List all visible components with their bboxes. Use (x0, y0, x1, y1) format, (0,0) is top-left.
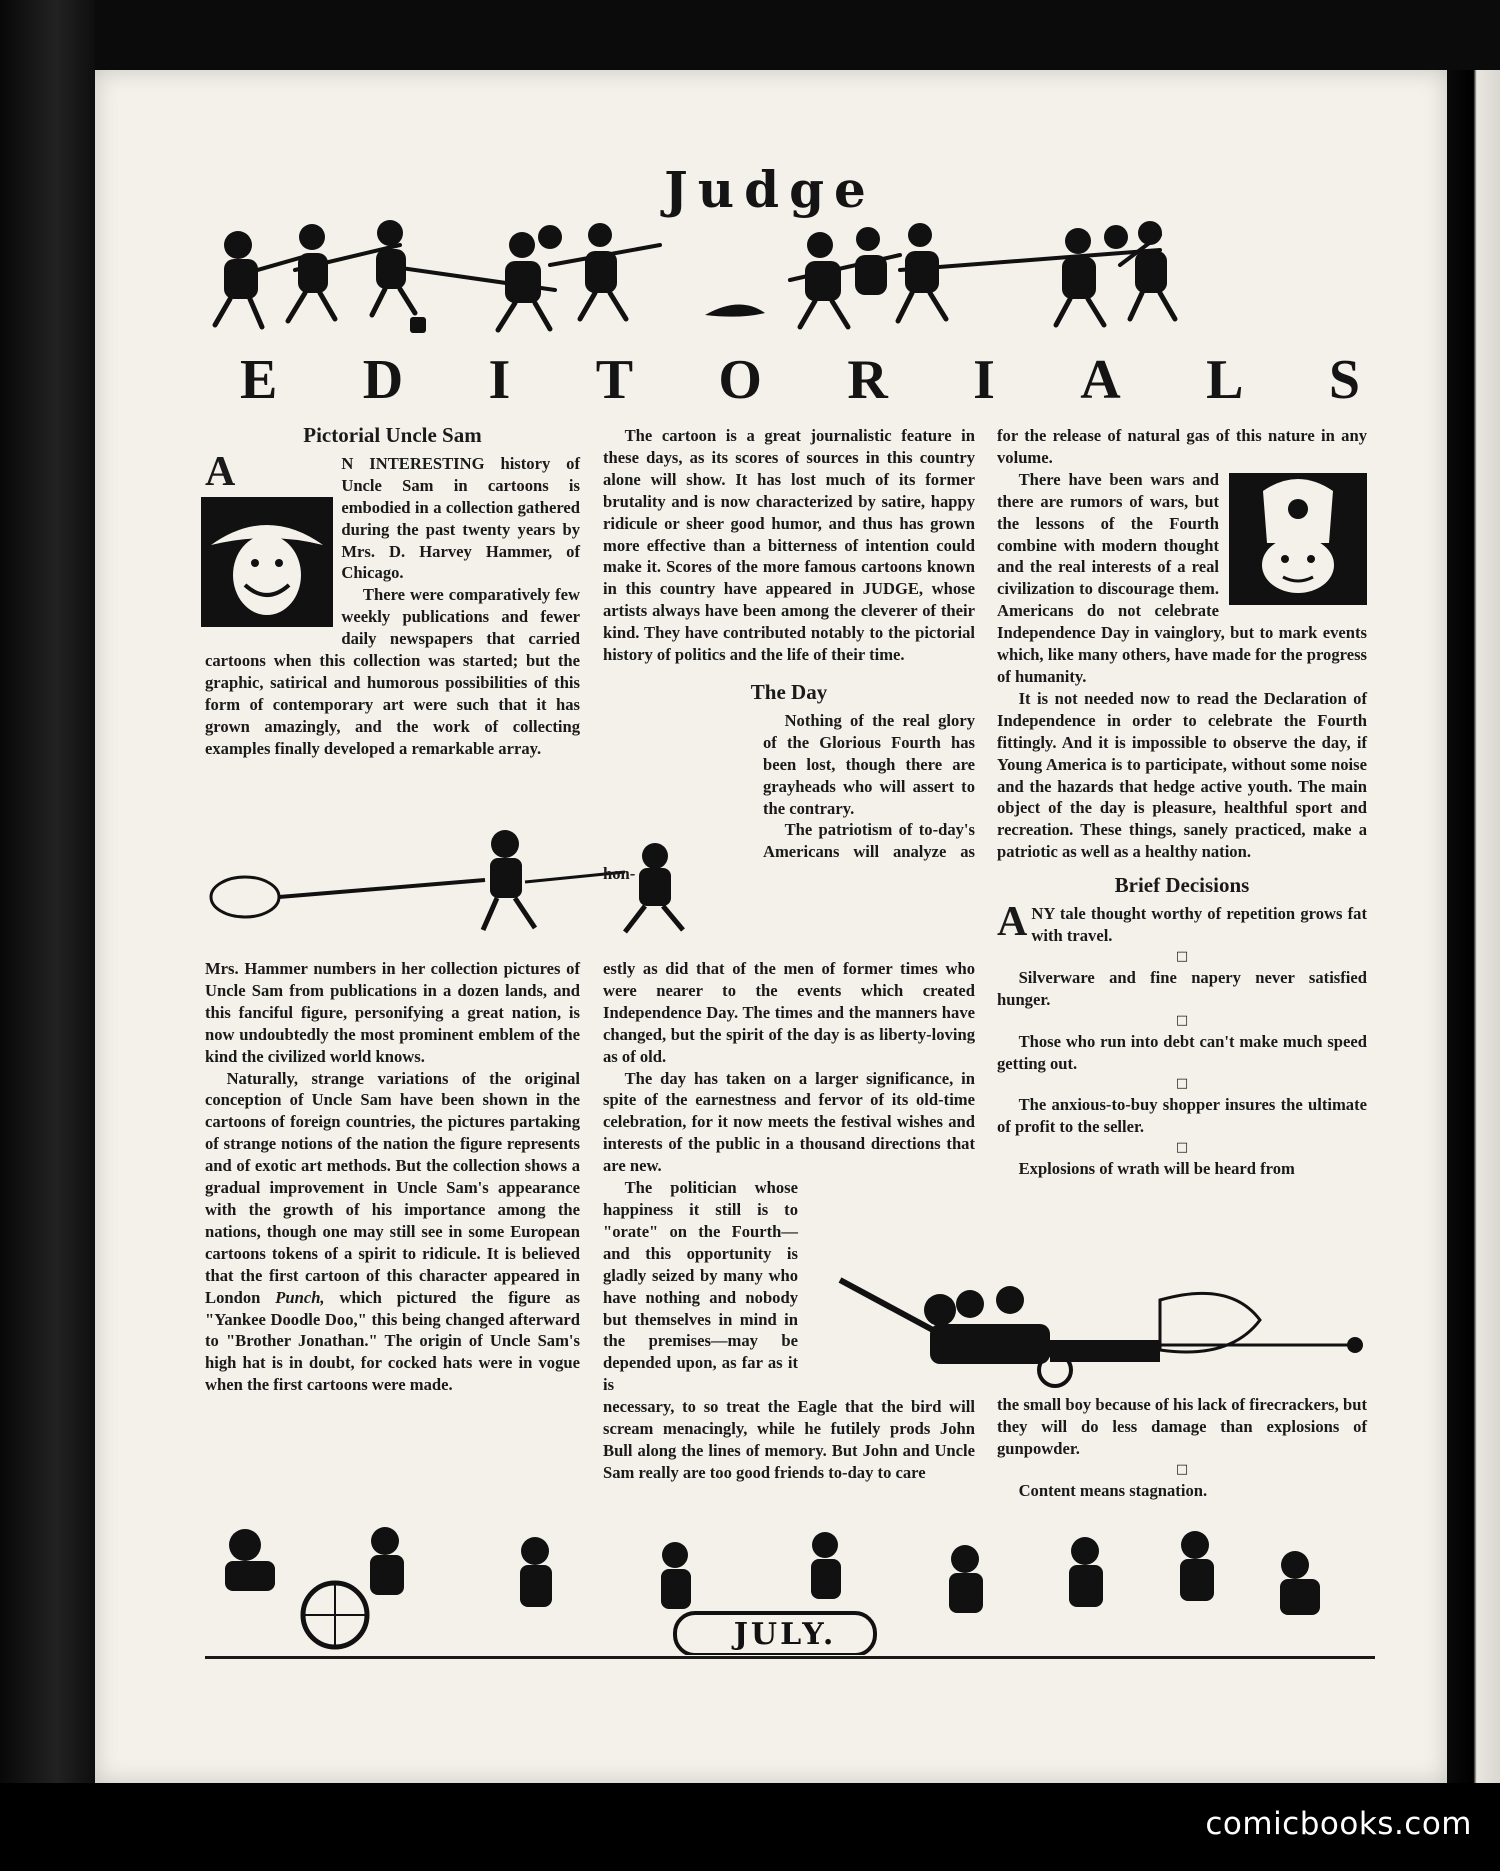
paragraph: Nothing of the real glory of the Glorious Fourth has been lost, though there are grayheads who will assert to the contrary. (603, 710, 975, 820)
scan-border-top (0, 0, 1500, 70)
decision-separator: □ (1175, 1140, 1189, 1156)
decision-separator: □ (1175, 948, 1189, 964)
column-3-bottom (997, 1394, 1367, 1502)
paragraph: A NY tale thought worthy of repetition grows fat with travel. (997, 899, 1367, 946)
editorials-letter: L (1206, 349, 1244, 411)
heading-pictorial-uncle-sam: Pictorial Uncle Sam (303, 423, 482, 447)
decision-separator: □ (1175, 1012, 1189, 1028)
uncle-sam-portrait-illustration (201, 497, 333, 627)
decision-separator: □ (1175, 1461, 1189, 1477)
paragraph: Silverware and fine napery never satisfied hunger. (997, 967, 1367, 1009)
paragraph: It is not needed now to read the Declaration of Independence in order to celebrate the Fourth fittingly. And it is impossible to observe the day, if Young America is to participate, without some noise and the hazards that hedge active youth. The main object of the day is pleasure, healthful sport and recreation. These things, sanely practiced, make a patriotic as well as a healthy nation. (997, 688, 1367, 862)
book-gutter (1447, 70, 1500, 1783)
heading-the-day: The Day (750, 679, 828, 704)
paragraph: the small boy because of his lack of firecrackers, but they will do less damage than explosions of gunpowder. (997, 1395, 1367, 1458)
paragraph: There have been wars and there are rumors of wars, but the lessons of the Fourth combine with modern thought and the real interests of a real civilization to discourage them. Americans do not celebrate Independence Day in vainglory, but to mark events which, like many others, have made for the progress of humanity. (997, 469, 1367, 686)
watermark-text: comicbooks.com (1205, 1806, 1472, 1842)
editorials-title (240, 348, 1360, 412)
editorials-letter: T (595, 349, 634, 411)
column-1-bottom (205, 958, 580, 1396)
column-2-top (603, 425, 975, 885)
column-2-bottom (603, 958, 975, 1484)
paragraph: There were comparatively few weekly publications and fewer daily newspapers that carried cartoons when this collection was started; but the graphic, satirical and humorous possibilities of this form of contemporary art were such that it has grown amazingly, and the work of collecting examples finally developed a remarkable array. (205, 585, 580, 758)
paragraph: The politician whose happiness it still is to "orate" on the Fourth—and this opportunity is gladly seized by many who have nothing and nobody but themselves in mind in the premises—may be depended upon, as far as it is (603, 1178, 798, 1395)
john-bull-bobby-illustration (1229, 473, 1367, 605)
drop-cap: A (997, 899, 1028, 946)
paragraph: A N INTERESTING history of Uncle Sam in cartoons is embodied in a collection gathered during the past twenty years by Mrs. D. Harvey Hammer, of Chicago. (205, 453, 580, 584)
masthead-judge: Judge (664, 160, 876, 219)
paragraph: Those who run into debt can't make much speed getting out. (997, 1031, 1367, 1073)
decision-separator: □ (1175, 1076, 1189, 1092)
drop-cap: A (205, 448, 236, 495)
editorials-letter: O (718, 349, 762, 411)
july-banner-text: JULY. (733, 1617, 837, 1652)
heading-brief-decisions: Brief Decisions (1114, 873, 1250, 898)
marching-soldiers-illustration (200, 215, 1370, 345)
editorials-letter: S (1328, 349, 1360, 411)
paragraph: Mrs. Hammer numbers in her collection pictures of Uncle Sam from publications in a dozen lands, and this fanciful figure, personifying a great nation, is now undoubtedly the most prominent emblem of the kind the civilized world knows. (205, 959, 580, 1066)
editorials-letter: D (362, 349, 404, 411)
column-1-top (205, 425, 580, 760)
paragraph: The cartoon is a great journalistic feature in these days, as its scores of sources in this country alone will show. It has lost much of its former brutality and is now characterized by satire, happy ridicule or sheer good humor, and thus has grown more effective than a bitterness of intention could make it. Scores of the more famous cartoons known in this country have appeared in JUDGE, whose artists always have been among the cleverer of their kind. They have contributed notably to the pictorial history of politics and the life of their time. (603, 426, 975, 665)
cannon-illustration (830, 1260, 1370, 1390)
text-float-spacer (603, 732, 763, 862)
editorials-letter: R (847, 349, 888, 411)
column-3 (997, 425, 1367, 1180)
scan-border-left (0, 0, 95, 1871)
paragraph: The anxious-to-buy shopper insures the ultimate of profit to the seller. (997, 1095, 1367, 1137)
paragraph: The patriotism of to-day's Americans will analyze as hon- (603, 820, 975, 884)
punch-title: Punch, (275, 1287, 325, 1307)
paragraph: for the release of natural gas of this nature in any volume. (997, 426, 1367, 467)
paragraph: Explosions of wrath will be heard from (1018, 1159, 1295, 1179)
editorials-letter: E (240, 349, 278, 411)
paragraph: estly as did that of the men of former times who were nearer to the events which created Independence Day. The times and the manners have changed, but the spirit of the day is as liberty-loving as of old. (603, 959, 975, 1066)
paragraph: necessary, to so treat the Eagle that the bird will scream menacingly, while he futilely prods John Bull along the lines of memory. But John and Uncle Sam really are too good friends to-day to care (603, 1397, 975, 1482)
editorials-letter: A (1080, 349, 1121, 411)
editorials-letter: I (973, 349, 995, 411)
paragraph: The day has taken on a larger significance, in spite of the earnestness and fervor of its old-time celebration, for it now meets the festival wishes and interests of the public in a thousand directions that are new. (603, 1068, 975, 1176)
editorials-letter: I (488, 349, 511, 411)
paragraph: Naturally, strange variations of the original conception of Uncle Sam have been shown in the cartoons of foreign countries, the pictures partaking of strange notions of the nation the figure represents and of exotic art methods. But the collection shows a gradual improvement in Uncle Sam's appearance with the growth of his importance among the nations, though one may still see in some European cartoons tokens of a spirit to ridicule. It is believed that the first cartoon of this character appeared in London Punch, which pictured the figure as "Yankee Doodle Doo," this being changed afterward to "Brother Jonathan." The origin of Uncle Sam's high hat is in doubt, for cocked hats were in vogue when the first cartoons were made. (205, 1068, 580, 1395)
paragraph: Content means stagnation. (1018, 1480, 1208, 1500)
bottom-rule (205, 1656, 1375, 1659)
